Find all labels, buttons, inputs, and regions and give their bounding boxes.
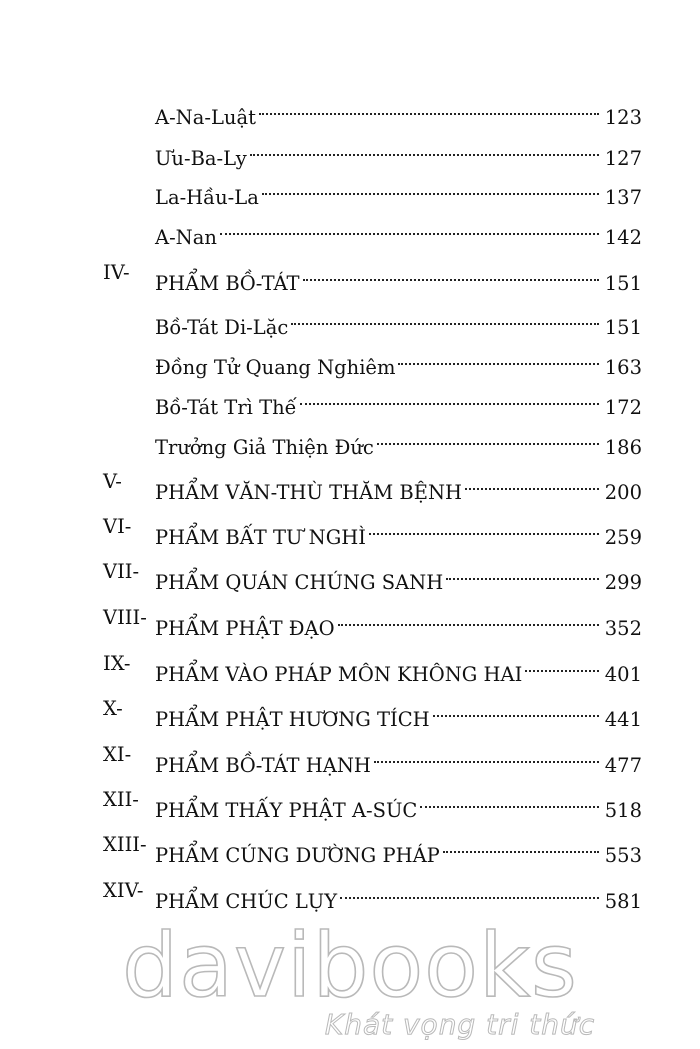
toc-entry-title: A-Nan <box>155 226 217 249</box>
toc-entry-title: PHẨM PHẬT HƯƠNG TÍCH <box>155 708 430 731</box>
toc-entry-title: Bồ-Tát Di-Lặc <box>155 316 289 339</box>
dot-leader <box>250 124 599 156</box>
toc-entry-page: 299 <box>604 571 642 594</box>
toc-entry <box>0 649 700 686</box>
dot-leader <box>303 249 599 281</box>
dot-leader <box>398 333 599 365</box>
toc-entry-page: 581 <box>604 890 642 913</box>
toc-entry-page: 352 <box>604 617 642 640</box>
toc-entry-page: 200 <box>604 481 642 504</box>
toc-entry <box>0 603 700 640</box>
toc-entry-title: PHẨM CHÚC LỤY <box>155 890 338 913</box>
dot-leader <box>259 83 599 115</box>
toc-entry-title: PHẨM PHẬT ĐẠO <box>155 617 335 640</box>
toc-entry-number: VI- <box>103 515 132 538</box>
toc-entry-number: VII- <box>103 560 140 583</box>
toc-entry-number: XII- <box>103 788 139 811</box>
dot-leader <box>446 548 599 580</box>
toc-entry <box>0 467 700 504</box>
toc-entry-title: PHẨM CÚNG DƯỜNG PHÁP <box>155 844 440 867</box>
toc-entry-page: 553 <box>604 844 642 867</box>
toc-entry-title: PHẨM BẤT TƯ NGHÌ <box>155 526 366 549</box>
toc-entry-number: XIV- <box>103 879 144 902</box>
toc-entry-number: XI- <box>103 743 132 766</box>
toc-entry <box>0 212 700 249</box>
toc-entry-page: 186 <box>604 436 642 459</box>
watermark-tagline: Khát vọng tri thức <box>324 1008 596 1041</box>
toc-entry <box>0 422 700 459</box>
toc-entry <box>0 785 700 822</box>
toc-entry-title: PHẨM BỒ-TÁT HẠNH <box>155 754 371 777</box>
toc-entry-title: Ưu-Ba-Ly <box>155 147 247 170</box>
dot-leader <box>338 594 599 626</box>
dot-leader <box>300 373 599 405</box>
toc-entry <box>0 557 700 594</box>
dot-leader <box>525 640 599 672</box>
toc-entry-title: A-Na-Luật <box>155 106 256 129</box>
toc-entry-number: XIII- <box>103 833 147 856</box>
toc-entry <box>0 382 700 419</box>
toc-entry-page: 172 <box>604 396 642 419</box>
toc-entry-title: PHẨM THẤY PHẬT A-SÚC <box>155 799 418 822</box>
toc-entry-number: IV- <box>103 261 130 284</box>
toc-entry-title: PHẨM QUÁN CHÚNG SANH <box>155 571 444 594</box>
toc-entry-page: 518 <box>604 799 642 822</box>
toc-entry-number: X- <box>103 697 123 720</box>
toc-entry-page: 142 <box>604 226 642 249</box>
dot-leader <box>369 503 599 535</box>
toc-entry-page: 151 <box>604 272 642 295</box>
dot-leader <box>374 731 599 763</box>
watermark-brand: davibooks <box>122 914 578 1017</box>
toc-entry-page: 163 <box>604 356 642 379</box>
toc-entry-number: IX- <box>103 652 131 675</box>
dot-leader <box>465 458 599 490</box>
toc-entry-title: PHẨM VĂN-THÙ THĂM BỆNH <box>155 481 463 504</box>
toc-entry-title: Trưởng Giả Thiện Đức <box>155 436 374 459</box>
toc-entry-title: Đồng Tử Quang Nghiêm <box>155 356 396 379</box>
toc-entry <box>0 740 700 777</box>
dot-leader <box>340 867 599 899</box>
dot-leader <box>377 413 599 445</box>
dot-leader <box>220 203 599 235</box>
dot-leader <box>262 163 599 195</box>
toc-entry <box>0 830 700 867</box>
toc-entry <box>0 512 700 549</box>
toc-entry <box>0 302 700 339</box>
toc-entry <box>0 876 700 913</box>
toc-entry <box>0 133 700 170</box>
toc-entry-page: 477 <box>604 754 642 777</box>
toc-entry <box>0 92 700 129</box>
toc-entry-page: 401 <box>604 663 642 686</box>
toc-entry-title: La-Hầu-La <box>155 186 259 209</box>
toc-entry-title: Bồ-Tát Trì Thế <box>155 396 297 419</box>
dot-leader <box>420 776 599 808</box>
toc-entry-title: PHẨM VÀO PHÁP MÔN KHÔNG HAI <box>155 663 523 686</box>
toc-entry-page: 441 <box>604 708 642 731</box>
toc-entry-page: 259 <box>604 526 642 549</box>
toc-entry <box>0 258 700 295</box>
toc-entry-number: V- <box>103 470 122 493</box>
toc-entry-page: 127 <box>604 147 642 170</box>
dot-leader <box>443 821 599 853</box>
toc-entry <box>0 172 700 209</box>
toc-entry <box>0 694 700 731</box>
toc-entry-page: 123 <box>604 106 642 129</box>
dot-leader <box>291 293 599 325</box>
toc-entry-number: VIII- <box>103 606 147 629</box>
toc-entry-page: 137 <box>604 186 642 209</box>
dot-leader <box>433 685 599 717</box>
toc-entry <box>0 342 700 379</box>
toc-entry-page: 151 <box>604 316 642 339</box>
toc-entry-title: PHẨM BỒ-TÁT <box>155 272 300 295</box>
